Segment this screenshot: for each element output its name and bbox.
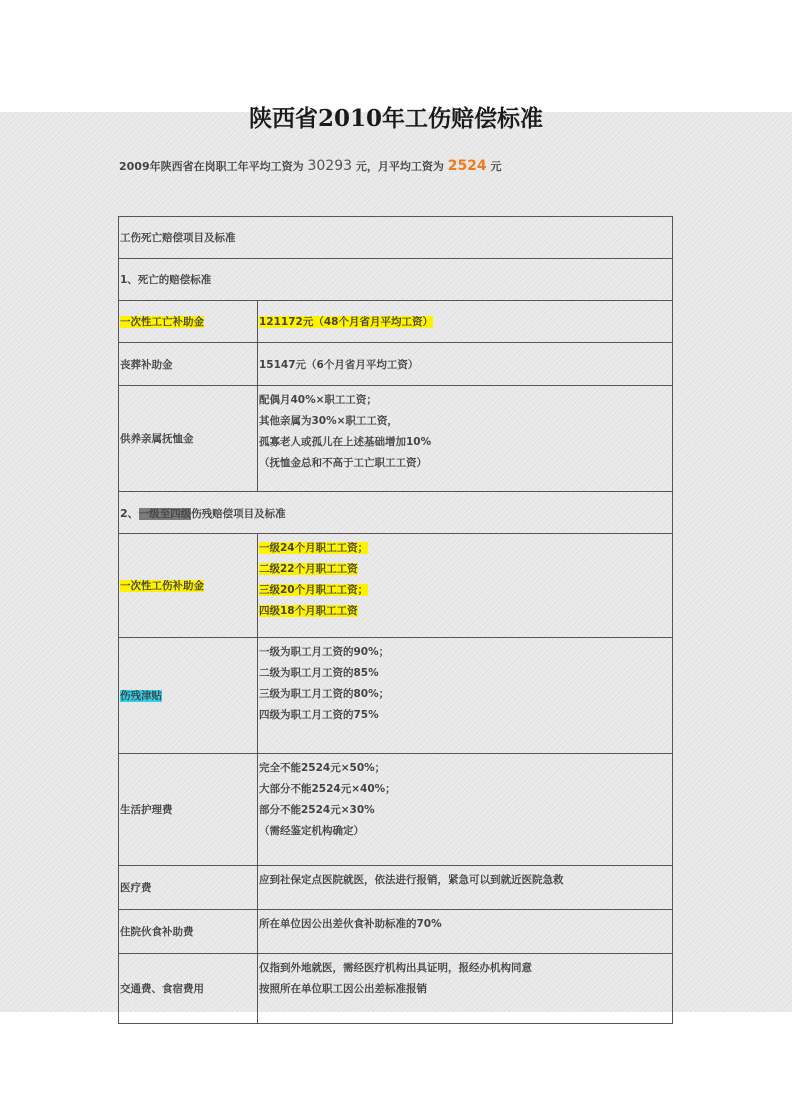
- value-line: 大部分不能2524元×40%；: [259, 783, 396, 795]
- row-label: 生活护理费: [119, 754, 258, 866]
- value-line: 三级为职工月工资的80%；: [259, 688, 390, 700]
- summary-mid: 元，月平均工资为: [355, 160, 444, 173]
- table-row: [119, 386, 673, 492]
- table-header-row: [119, 217, 673, 259]
- value-line: [259, 580, 671, 601]
- value-line: （需经鉴定机构确定）: [259, 825, 364, 837]
- value-line: （抚恤金总和不高于工亡职工工资）: [259, 457, 427, 469]
- row-label: 丧葬补助金: [119, 343, 258, 386]
- table-header: 工伤死亡赔偿项目及标准: [119, 217, 673, 259]
- compensation-table: [118, 216, 673, 1024]
- label-text: 一次性工伤补助金: [120, 580, 204, 592]
- row-value: [258, 301, 673, 343]
- value-line: 按照所在单位职工因公出差标准报销: [259, 983, 427, 995]
- section1-row: [119, 259, 673, 301]
- table-row: [119, 534, 673, 638]
- table-row: [119, 638, 673, 754]
- row-value: [258, 954, 673, 1024]
- row-label: 医疗费: [119, 866, 258, 910]
- table-row: [119, 954, 673, 1024]
- summary-prefix: 2009年陕西省在岗职工年平均工资为: [119, 160, 304, 173]
- row-value: [258, 386, 673, 492]
- row-label: [119, 301, 258, 343]
- value-line: 部分不能2524元×30%: [259, 804, 375, 816]
- section2-title: [119, 492, 673, 534]
- value-line: [259, 601, 671, 622]
- row-value: [258, 754, 673, 866]
- value-line: 配偶月40%×职工工资；: [259, 394, 377, 406]
- row-value: [258, 534, 673, 638]
- label-text: 伤残津贴: [120, 690, 162, 702]
- annual-wage: 30293: [307, 158, 353, 174]
- table-row: [119, 754, 673, 866]
- summary-suffix: 元: [490, 160, 502, 173]
- highlighted-text: 四级18个月职工工资: [259, 605, 358, 617]
- wage-summary: [119, 158, 502, 174]
- value-line: 所在单位因公出差伙食补助标准的70%: [259, 918, 442, 930]
- value-line: 应到社保定点医院就医，依法进行报销，紧急可以到就近医院急救: [259, 874, 564, 886]
- section2-row: [119, 492, 673, 534]
- value-line: 二级为职工月工资的85%: [259, 667, 379, 679]
- value-line: [259, 538, 671, 559]
- table-row: [119, 301, 673, 343]
- row-label: 供养亲属抚恤金: [119, 386, 258, 492]
- value-line: 孤寡老人或孤儿在上述基础增加10%: [259, 436, 432, 448]
- row-label: [119, 638, 258, 754]
- table-row: [119, 866, 673, 910]
- row-value: [258, 866, 673, 910]
- label-text: 一次性工亡补助金: [120, 316, 204, 328]
- page-title: 陕西省2010年工伤赔偿标准: [248, 105, 543, 132]
- section1-title: 1、死亡的赔偿标准: [119, 259, 673, 301]
- section2-rest: 伤残赔偿项目及标准: [191, 507, 286, 520]
- section2-prefix: 2、: [120, 506, 139, 520]
- row-value: 15147元（6个月省月平均工资）: [258, 343, 673, 386]
- highlighted-text: 一级24个月职工工资；: [259, 542, 369, 554]
- row-value: [258, 910, 673, 954]
- row-label: 交通费、食宿费用: [119, 954, 258, 1024]
- value-line: 一级为职工月工资的90%；: [259, 646, 390, 658]
- highlighted-text: 二级22个月职工工资: [259, 563, 358, 575]
- value-line: [259, 559, 671, 580]
- row-label: [119, 534, 258, 638]
- value-line: 四级为职工月工资的75%: [259, 709, 379, 721]
- row-label: 住院伙食补助费: [119, 910, 258, 954]
- value-text: 121172元（48个月省月平均工资）: [259, 316, 433, 328]
- value-line: 其他亲属为30%×职工工资，: [259, 415, 398, 427]
- value-line: 仅指到外地就医，需经医疗机构出具证明，报经办机构同意: [259, 962, 532, 974]
- table-row: [119, 910, 673, 954]
- table-row: [119, 343, 673, 386]
- value-line: 完全不能2524元×50%；: [259, 762, 386, 774]
- monthly-wage: 2524: [447, 158, 487, 174]
- row-value: [258, 638, 673, 754]
- highlighted-text: 三级20个月职工工资；: [259, 584, 369, 596]
- section2-highlight: 一级至四级: [138, 507, 192, 520]
